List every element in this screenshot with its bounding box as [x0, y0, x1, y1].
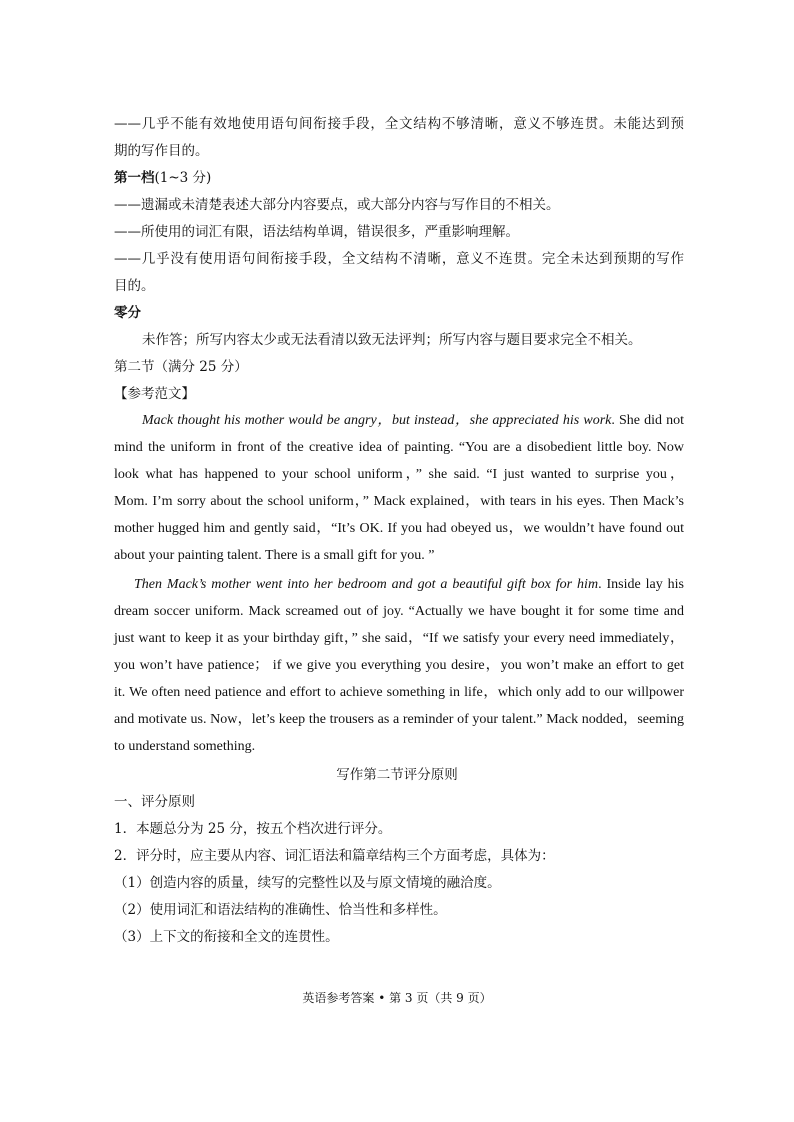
grade-1-label: 第一档 [114, 170, 155, 186]
essay-para2-line: you won’t have patience； if we give you everything you desire，you won’t make an effort to get [114, 658, 684, 673]
essay-para1-line: about your painting talent. There is a small gift for you. ” [114, 548, 435, 563]
para1-given-sentence: Mack thought his mother would be angry，but instead，she appreciated his work [142, 413, 612, 428]
rubric-subitem: （1）创造内容的质量，续写的完整性以及与原文情境的融洽度。 [114, 875, 501, 891]
grade-1-criterion-content: ——遗漏或未清楚表述大部分内容要点，或大部分内容与写作目的不相关。 [114, 197, 560, 213]
grade-description-line: ——几乎不能有效地使用语句间衔接手段，全文结构不够清晰，意义不够连贯。未能达到预 [114, 116, 684, 132]
section-2-heading: 第二节（满分 25 分） [114, 359, 248, 375]
essay-para1-line: mother hugged him and gently said，“It’s OK. If you had obeyed us，we wouldn’t have found out [114, 521, 684, 536]
reference-essay-label: 【参考范文】 [114, 386, 195, 402]
rubric-subitem: （2）使用词汇和语法结构的准确性、恰当性和多样性。 [114, 902, 447, 918]
para2-given-sentence: Then Mack’s mother went into her bedroom and got a beautiful gift box for him [134, 577, 599, 592]
essay-para2-line: it. We often need patience and effort to achieve something in life，which only add to our willpower [114, 685, 684, 700]
zero-score-description: 未作答；所写内容太少或无法看清以致无法评判；所写内容与题目要求完全不相关。 [142, 332, 642, 348]
grade-1-criterion-structure-cont: 目的。 [114, 278, 155, 294]
zero-score-heading: 零分 [114, 305, 141, 321]
essay-para1-line: Mack thought his mother would be angry，but instead，she appreciated his work. She did not [142, 413, 685, 428]
essay-para1-line: Mom. I’m sorry about the school uniform，” Mack explained，with tears in his eyes. Then Mack’s [114, 494, 684, 509]
essay-para2-line: dream soccer uniform. Mack screamed out of joy. “Actually we have bought it for some time and [114, 604, 684, 619]
essay-para2-line: to understand something. [114, 739, 256, 754]
essay-para2-line: just want to keep it as your birthday gift，” she said，“If we satisfy your every need immediately， [114, 631, 684, 646]
rubric-title: 写作第二节评分原则 [336, 767, 458, 783]
grade-description-line: 期的写作目的。 [114, 143, 209, 159]
rubric-item: 1．本题总分为 25 分，按五个档次进行评分。 [114, 821, 392, 837]
rubric-item: 2．评分时，应主要从内容、词汇语法和篇章结构三个方面考虑，具体为： [114, 848, 555, 864]
essay-para1-line: look what has happened to your school uniform，” she said. “I just wanted to surprise you， [114, 467, 684, 482]
page-footer: 英语参考答案 • 第 3 页（共 9 页） [302, 991, 492, 1005]
essay-para1-line: mind the uniform in front of the creative idea of painting. “You are a disobedient little boy. Now [114, 440, 684, 455]
essay-para2-line: and motivate us. Now，let’s keep the trousers as a reminder of your talent.” Mack nodded，seeming [114, 712, 684, 727]
grade-1-range: (1~3 分) [154, 170, 212, 186]
grade-1-criterion-language: ——所使用的词汇有限，语法结构单调，错误很多，严重影响理解。 [114, 224, 519, 240]
grade-1-heading [114, 168, 684, 188]
rubric-section-heading: 一、评分原则 [114, 794, 195, 810]
essay-para2-line: Then Mack’s mother went into her bedroom and got a beautiful gift box for him. Inside lay his [134, 577, 685, 592]
rubric-subitem: （3）上下文的衔接和全文的连贯性。 [114, 929, 339, 945]
grade-1-criterion-structure: ——几乎没有使用语句间衔接手段，全文结构不清晰，意义不连贯。完全未达到预期的写作 [114, 251, 684, 267]
